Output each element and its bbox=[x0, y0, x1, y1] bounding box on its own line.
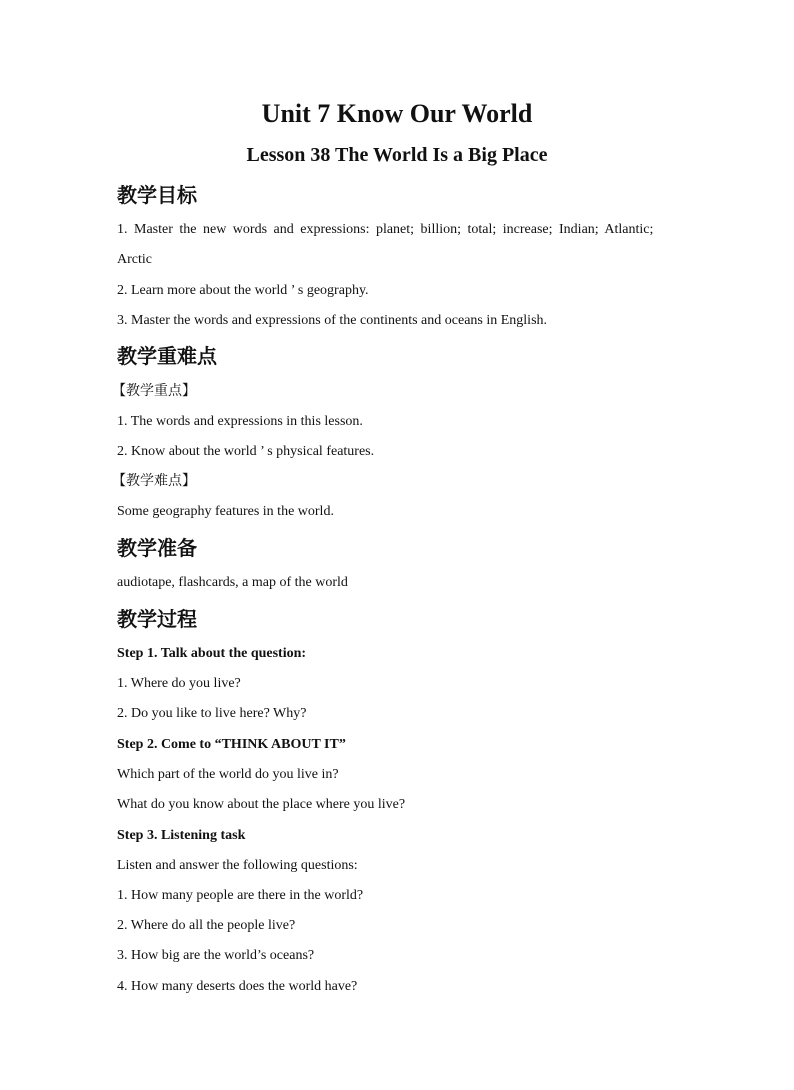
section-heading-key-points: 教学重难点 bbox=[117, 344, 217, 368]
step-item: 2. Do you like to live here? Why? bbox=[117, 706, 307, 721]
step-item: What do you know about the place where you live? bbox=[117, 797, 406, 812]
question-item: 3. How big are the world’s oceans? bbox=[117, 948, 315, 963]
objective-item: Arctic bbox=[117, 252, 152, 267]
document-title: Unit 7 Know Our World bbox=[261, 99, 533, 128]
section-heading-process: 教学过程 bbox=[117, 607, 197, 631]
step-item: Which part of the world do you live in? bbox=[117, 767, 339, 782]
step-title: Step 2. Come to “THINK ABOUT IT” bbox=[117, 737, 346, 752]
focus-label: 【教学重点】 bbox=[112, 383, 196, 399]
preparation-item: audiotape, flashcards, a map of the world bbox=[117, 575, 348, 590]
section-heading-preparation: 教学准备 bbox=[117, 536, 197, 560]
step-item: 1. Where do you live? bbox=[117, 676, 241, 691]
objective-item: 2. Learn more about the world ’ s geography. bbox=[117, 283, 369, 298]
question-item: 2. Where do all the people live? bbox=[117, 918, 296, 933]
step-intro: Listen and answer the following questions: bbox=[117, 858, 358, 873]
question-item: 4. How many deserts does the world have? bbox=[117, 979, 358, 994]
difficulty-item: Some geography features in the world. bbox=[117, 504, 334, 519]
focus-item: 2. Know about the world ’ s physical features. bbox=[117, 444, 375, 459]
objective-item: 1. Master the new words and expressions: planet; billion; total; increase; Indian; Atlantic; bbox=[117, 222, 654, 237]
step-title: Step 3. Listening task bbox=[117, 828, 246, 843]
section-heading-objectives: 教学目标 bbox=[117, 183, 197, 207]
step-title: Step 1. Talk about the question: bbox=[117, 646, 307, 661]
lesson-subtitle: Lesson 38 The World Is a Big Place bbox=[246, 144, 548, 166]
question-item: 1. How many people are there in the world? bbox=[117, 888, 364, 903]
objective-item: 3. Master the words and expressions of the continents and oceans in English. bbox=[117, 313, 548, 328]
difficulty-label: 【教学难点】 bbox=[112, 473, 196, 489]
focus-item: 1. The words and expressions in this lesson. bbox=[117, 414, 363, 429]
